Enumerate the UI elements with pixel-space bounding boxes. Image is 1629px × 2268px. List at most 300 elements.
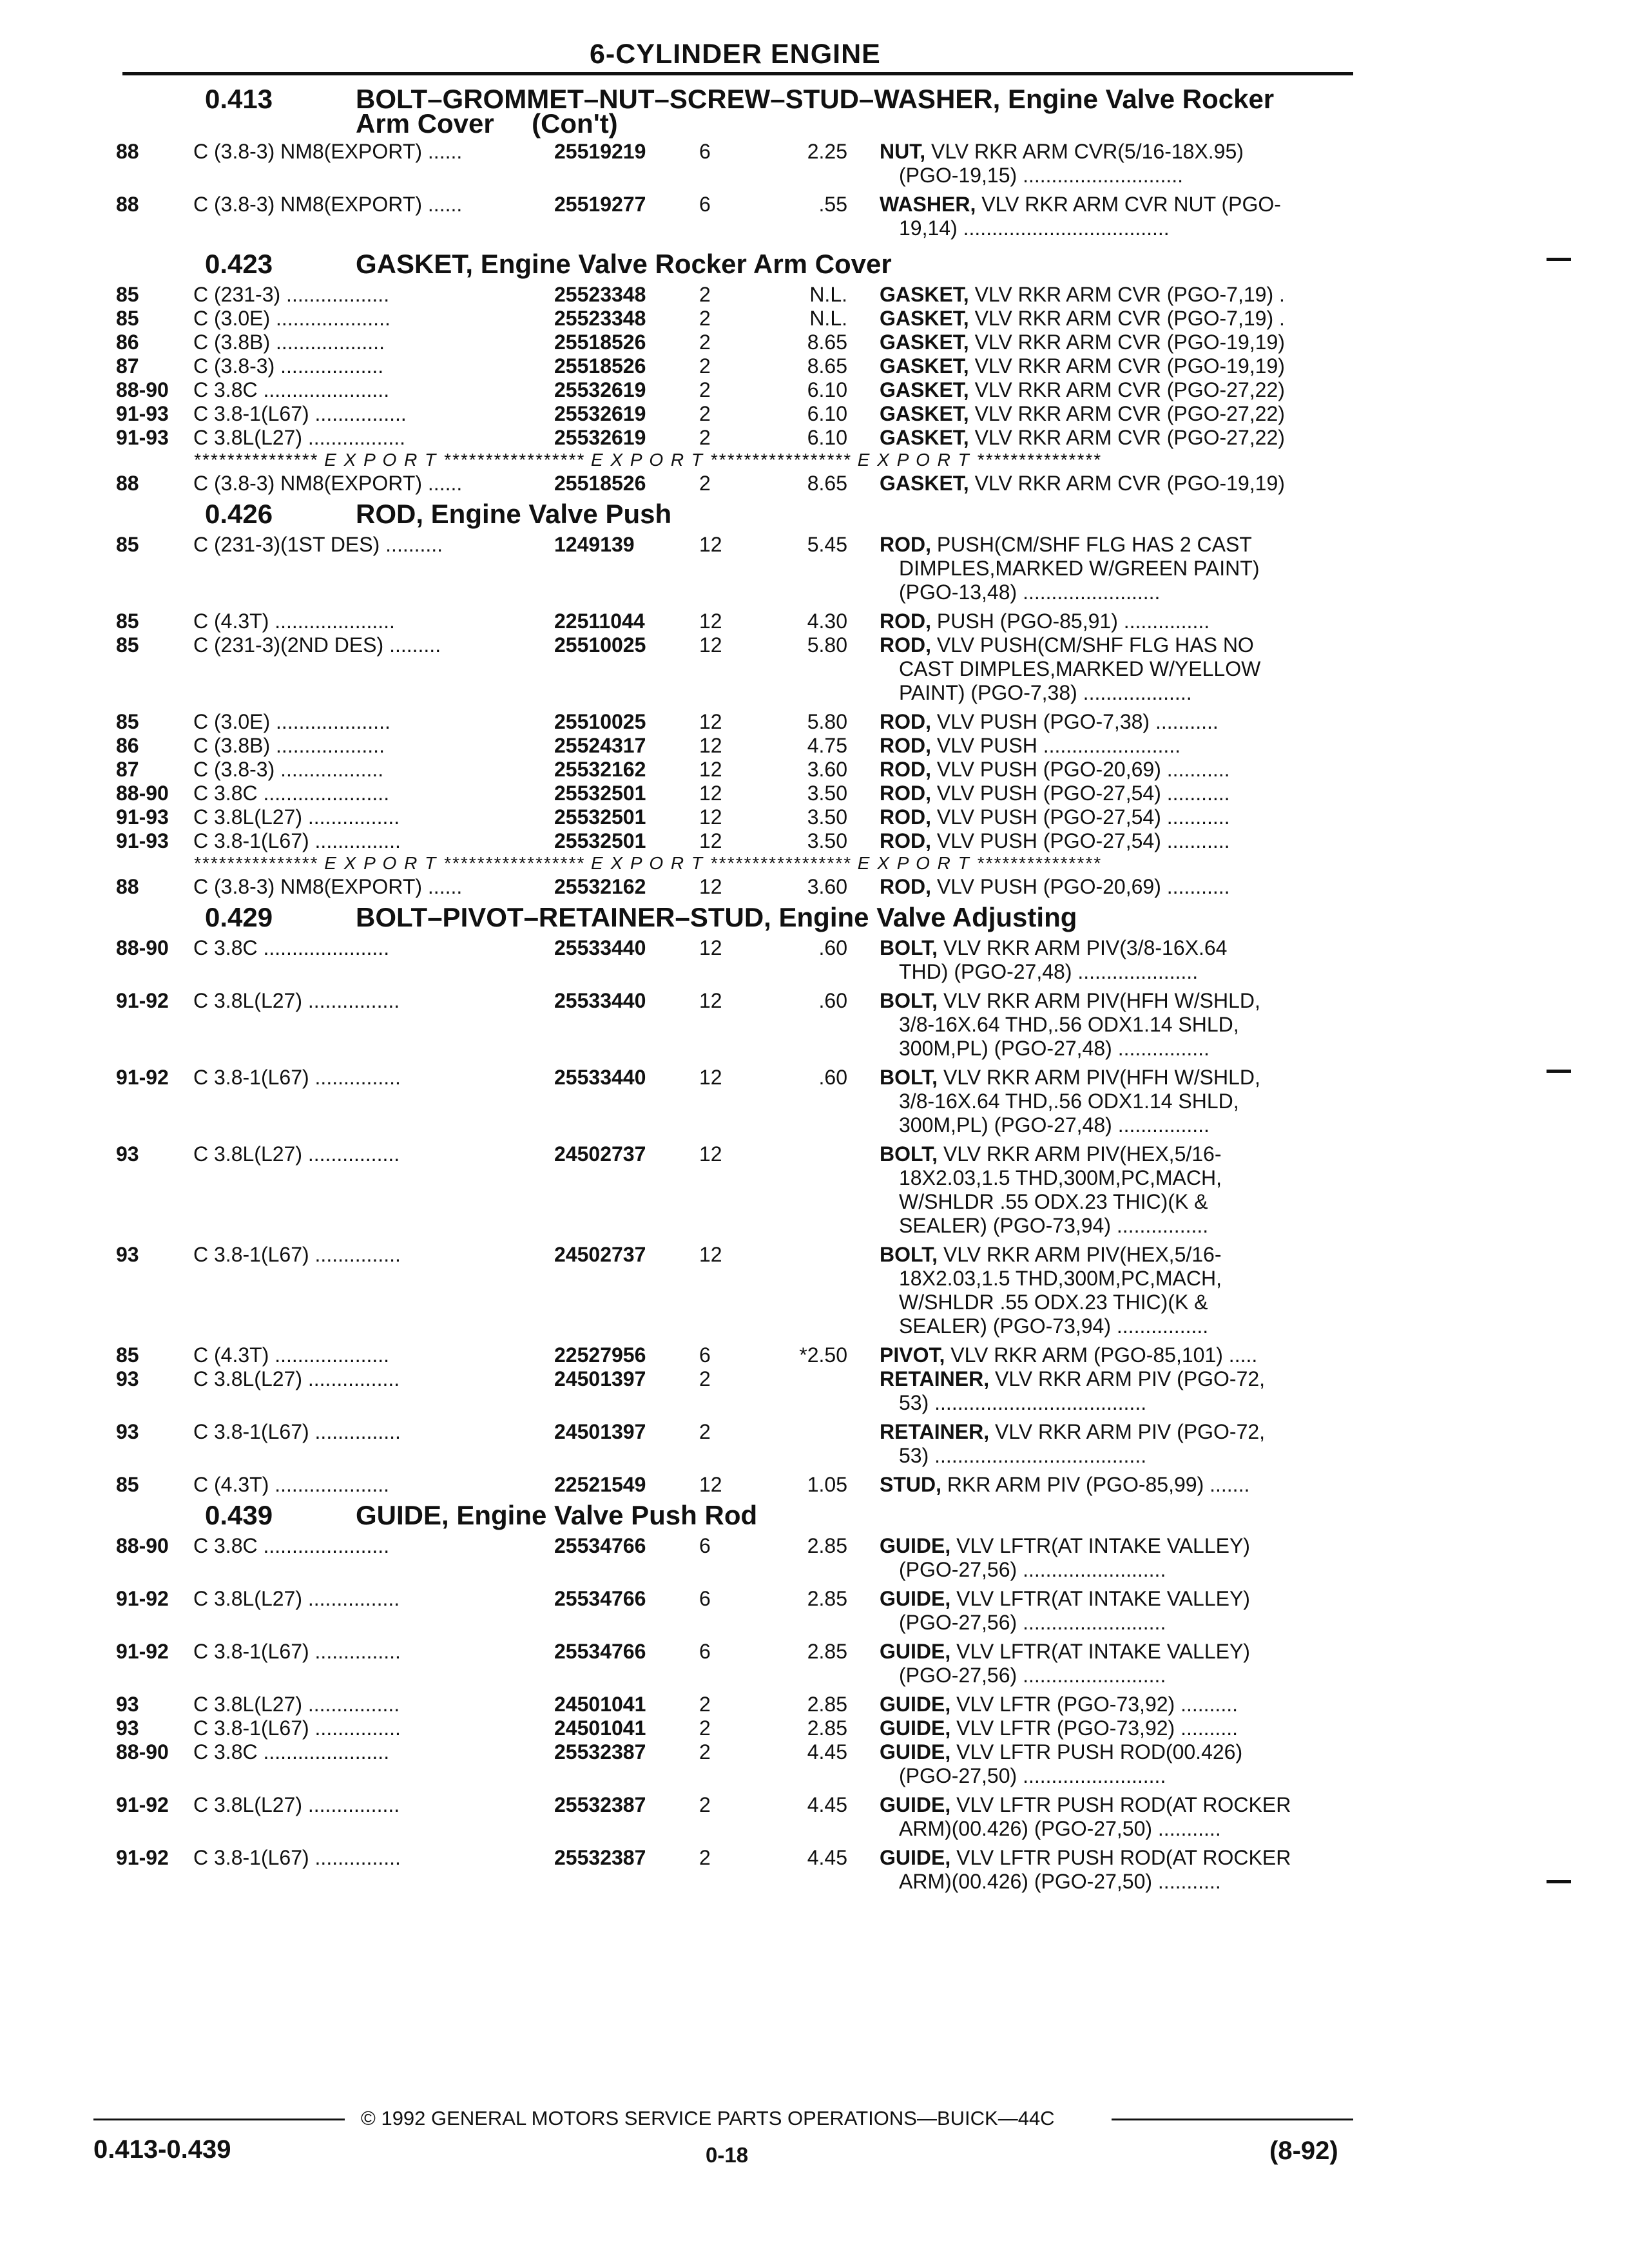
price: .60	[818, 936, 847, 959]
price: 4.45	[807, 1846, 847, 1869]
application: C (231-3) ..................	[193, 283, 390, 306]
part-row	[0, 306, 1629, 332]
part-number: 25518526	[554, 354, 646, 378]
part-row	[0, 633, 1629, 658]
model-year: 91-92	[116, 1587, 169, 1610]
quantity: 2	[699, 307, 711, 330]
part-description-continued: DIMPLES,MARKED W/GREEN PAINT)	[899, 557, 1260, 580]
revision-date: (8-92)	[1269, 2137, 1338, 2165]
price: 2.25	[807, 140, 847, 163]
part-keyword: GASKET,	[880, 283, 969, 306]
part-number: 24501041	[554, 1716, 646, 1740]
model-year: 91-92	[116, 1793, 169, 1816]
part-description: ROD, VLV PUSH (PGO-20,69) ...........	[880, 758, 1230, 781]
part-row	[0, 139, 1629, 165]
part-description: BOLT, VLV RKR ARM PIV(HFH W/SHLD,	[880, 989, 1260, 1012]
price: 2.85	[807, 1640, 847, 1663]
part-keyword: BOLT,	[880, 989, 938, 1012]
part-description-continued: SEALER) (PGO-73,94) ................	[899, 1314, 1209, 1338]
margin-mark	[1547, 1880, 1571, 1883]
quantity: 12	[699, 782, 722, 805]
part-description: ROD, VLV PUSH (PGO-20,69) ...........	[880, 875, 1230, 898]
price: 3.60	[807, 758, 847, 781]
part-keyword: ROD,	[880, 805, 931, 829]
application: C 3.8-1(L67) ...............	[193, 1066, 401, 1089]
part-description-continued: W/SHLDR .55 ODX.23 THIC)(K &	[899, 1190, 1208, 1213]
application: C 3.8L(L27) ................	[193, 1793, 400, 1816]
model-year: 93	[116, 1243, 139, 1266]
part-description: STUD, RKR ARM PIV (PGO-85,99) .......	[880, 1473, 1250, 1496]
footer-rule-left	[93, 2119, 345, 2120]
model-year: 88-90	[116, 936, 169, 959]
application: C 3.8-1(L67) ...............	[193, 1243, 401, 1266]
part-row	[0, 1142, 1629, 1168]
application: C (3.0E) ....................	[193, 307, 390, 330]
model-year: 85	[116, 710, 139, 733]
application: C (3.8-3) ..................	[193, 354, 384, 378]
price: 8.65	[807, 331, 847, 354]
part-number: 22527956	[554, 1343, 646, 1367]
part-description-continued: THD) (PGO-27,48) .....................	[899, 960, 1199, 983]
part-keyword: GUIDE,	[880, 1640, 951, 1663]
model-year: 85	[116, 1343, 139, 1367]
part-keyword: GASKET,	[880, 402, 969, 425]
model-year: 88	[116, 875, 139, 898]
part-row	[0, 1419, 1629, 1445]
model-year: 91-92	[116, 1640, 169, 1663]
part-description: GUIDE, VLV LFTR PUSH ROD(AT ROCKER	[880, 1793, 1291, 1816]
part-description-continued: (PGO-27,50) .........................	[899, 1764, 1166, 1787]
part-number: 25532387	[554, 1846, 646, 1869]
application: C 3.8L(L27) ................	[193, 1367, 400, 1390]
part-description: BOLT, VLV RKR ARM PIV(3/8-16X.64	[880, 936, 1228, 959]
part-description: GASKET, VLV RKR ARM CVR (PGO-27,22)	[880, 378, 1285, 401]
application: C (3.8-3) NM8(EXPORT) ......	[193, 140, 463, 163]
part-keyword: GASKET,	[880, 307, 969, 330]
application: C (3.8-3) NM8(EXPORT) ......	[193, 472, 463, 495]
application: C 3.8-1(L67) ...............	[193, 1420, 401, 1443]
section-number: 0.429	[205, 902, 273, 932]
part-description: ROD, PUSH(CM/SHF FLG HAS 2 CAST	[880, 533, 1252, 556]
section-number: 0.439	[205, 1500, 273, 1530]
price: 2.85	[807, 1587, 847, 1610]
quantity: 2	[699, 402, 711, 425]
price: 3.50	[807, 805, 847, 829]
part-description: ROD, VLV PUSH (PGO-27,54) ...........	[880, 829, 1230, 852]
part-number: 25532501	[554, 829, 646, 852]
model-year: 88-90	[116, 782, 169, 805]
part-number: 25523348	[554, 307, 646, 330]
part-description-continued: (PGO-27,56) .........................	[899, 1611, 1166, 1634]
part-keyword: ROD,	[880, 734, 931, 757]
quantity: 6	[699, 1640, 711, 1663]
part-number: 25523348	[554, 283, 646, 306]
price: 5.80	[807, 710, 847, 733]
application: C 3.8L(L27) ................	[193, 1693, 400, 1716]
quantity: 2	[699, 1716, 711, 1740]
quantity: 2	[699, 1846, 711, 1869]
model-year: 93	[116, 1420, 139, 1443]
application: C (3.8B) ...................	[193, 331, 385, 354]
part-row	[0, 532, 1629, 558]
price: 4.75	[807, 734, 847, 757]
part-row	[0, 378, 1629, 403]
part-description: BOLT, VLV RKR ARM PIV(HEX,5/16-	[880, 1243, 1222, 1266]
part-description: PIVOT, VLV RKR ARM (PGO-85,101) .....	[880, 1343, 1258, 1367]
part-number: 25518526	[554, 331, 646, 354]
part-description: GUIDE, VLV LFTR(AT INTAKE VALLEY)	[880, 1534, 1250, 1557]
part-keyword: RETAINER,	[880, 1367, 990, 1390]
price: 3.50	[807, 782, 847, 805]
part-description-continued: 18X2.03,1.5 THD,300M,PC,MACH,	[899, 1166, 1222, 1189]
part-row	[0, 781, 1629, 807]
part-description: GASKET, VLV RKR ARM CVR (PGO-7,19) .	[880, 283, 1285, 306]
application: C 3.8-1(L67) ...............	[193, 1716, 401, 1740]
quantity: 6	[699, 140, 711, 163]
quantity: 12	[699, 533, 722, 556]
price: N.L.	[809, 307, 847, 330]
part-row	[0, 330, 1629, 356]
section-number: 0.423	[205, 249, 273, 279]
application: C 3.8L(L27) ................	[193, 1142, 400, 1166]
part-keyword: WASHER,	[880, 193, 976, 216]
part-number: 25534766	[554, 1587, 646, 1610]
quantity: 2	[699, 378, 711, 401]
part-number: 25533440	[554, 989, 646, 1012]
part-description: NUT, VLV RKR ARM CVR(5/16-18X.95)	[880, 140, 1244, 163]
quantity: 2	[699, 354, 711, 378]
price: 4.30	[807, 610, 847, 633]
part-keyword: ROD,	[880, 875, 931, 898]
part-description: GASKET, VLV RKR ARM CVR (PGO-27,22)	[880, 426, 1285, 449]
model-year: 87	[116, 758, 139, 781]
model-year: 93	[116, 1142, 139, 1166]
quantity: 12	[699, 829, 722, 852]
quantity: 6	[699, 1587, 711, 1610]
section-title: BOLT–PIVOT–RETAINER–STUD, Engine Valve Adjusting	[356, 902, 1077, 932]
price: 8.65	[807, 472, 847, 495]
model-year: 91-93	[116, 402, 169, 425]
quantity: 12	[699, 875, 722, 898]
part-row	[0, 1367, 1629, 1392]
part-row	[0, 471, 1629, 497]
part-description-continued: CAST DIMPLES,MARKED W/YELLOW	[899, 657, 1261, 680]
part-keyword: GASKET,	[880, 331, 969, 354]
price: 6.10	[807, 378, 847, 401]
part-row	[0, 757, 1629, 783]
margin-mark	[1547, 1070, 1571, 1073]
part-keyword: BOLT,	[880, 1142, 938, 1166]
part-keyword: PIVOT,	[880, 1343, 945, 1367]
part-keyword: GASKET,	[880, 354, 969, 378]
part-description: GASKET, VLV RKR ARM CVR (PGO-19,19)	[880, 331, 1285, 354]
model-year: 88-90	[116, 1740, 169, 1763]
application: C 3.8C ......................	[193, 936, 390, 959]
part-number: 25532387	[554, 1740, 646, 1763]
part-number: 25518526	[554, 472, 646, 495]
part-row	[0, 936, 1629, 961]
price: 4.45	[807, 1740, 847, 1763]
quantity: 6	[699, 1534, 711, 1557]
quantity: 2	[699, 1793, 711, 1816]
page-number: 0-18	[706, 2143, 749, 2167]
part-description: GUIDE, VLV LFTR PUSH ROD(00.426)	[880, 1740, 1243, 1763]
model-year: 85	[116, 307, 139, 330]
quantity: 2	[699, 426, 711, 449]
part-row	[0, 1242, 1629, 1268]
part-description-continued: SEALER) (PGO-73,94) ................	[899, 1214, 1209, 1237]
part-description: ROD, VLV PUSH (PGO-7,38) ...........	[880, 710, 1219, 733]
price: 2.85	[807, 1693, 847, 1716]
part-description: RETAINER, VLV RKR ARM PIV (PGO-72,	[880, 1420, 1266, 1443]
price: *2.50	[799, 1343, 847, 1367]
part-number: 25532501	[554, 805, 646, 829]
application: C 3.8C ......................	[193, 1534, 390, 1557]
part-number: 25532501	[554, 782, 646, 805]
part-description: GUIDE, VLV LFTR(AT INTAKE VALLEY)	[880, 1640, 1250, 1663]
part-number: 25510025	[554, 633, 646, 657]
application: C 3.8-1(L67) ................	[193, 402, 407, 425]
part-description: GASKET, VLV RKR ARM CVR (PGO-19,19)	[880, 354, 1285, 378]
part-description-continued: PAINT) (PGO-7,38) ...................	[899, 681, 1192, 704]
part-keyword: GUIDE,	[880, 1534, 951, 1557]
part-row	[0, 874, 1629, 900]
part-number: 25534766	[554, 1534, 646, 1557]
part-description-continued: 300M,PL) (PGO-27,48) ................	[899, 1113, 1210, 1137]
part-keyword: STUD,	[880, 1473, 941, 1496]
part-row	[0, 1472, 1629, 1498]
model-year: 93	[116, 1716, 139, 1740]
quantity: 12	[699, 1473, 722, 1496]
part-row	[0, 401, 1629, 427]
application: C 3.8C ......................	[193, 378, 390, 401]
quantity: 12	[699, 734, 722, 757]
part-number: 25532162	[554, 875, 646, 898]
section-range: 0.413-0.439	[93, 2135, 231, 2164]
model-year: 91-93	[116, 805, 169, 829]
part-number: 24502737	[554, 1142, 646, 1166]
price: 1.05	[807, 1473, 847, 1496]
part-description-continued: W/SHLDR .55 ODX.23 THIC)(K &	[899, 1291, 1208, 1314]
part-number: 22511044	[554, 610, 645, 633]
price: 6.10	[807, 402, 847, 425]
price: 2.85	[807, 1716, 847, 1740]
quantity: 2	[699, 1420, 711, 1443]
quantity: 12	[699, 710, 722, 733]
model-year: 88	[116, 193, 139, 216]
model-year: 85	[116, 610, 139, 633]
part-description-continued: 19,14) ....................................	[899, 216, 1170, 240]
section-title: GUIDE, Engine Valve Push Rod	[356, 1500, 758, 1530]
part-keyword: NUT,	[880, 140, 926, 163]
part-keyword: GUIDE,	[880, 1793, 951, 1816]
section-title: GASKET, Engine Valve Rocker Arm Cover	[356, 249, 892, 279]
part-row	[0, 709, 1629, 735]
quantity: 6	[699, 193, 711, 216]
part-description-continued: 300M,PL) (PGO-27,48) ................	[899, 1037, 1210, 1060]
part-description: GUIDE, VLV LFTR (PGO-73,92) ..........	[880, 1716, 1238, 1740]
application: C (231-3)(2ND DES) .........	[193, 633, 441, 657]
quantity: 2	[699, 472, 711, 495]
quantity: 12	[699, 758, 722, 781]
part-description-continued: 53) .....................................	[899, 1391, 1147, 1414]
model-year: 86	[116, 331, 139, 354]
price: N.L.	[809, 283, 847, 306]
application: C 3.8-1(L67) ...............	[193, 829, 401, 852]
model-year: 85	[116, 633, 139, 657]
application: C (3.8-3) NM8(EXPORT) ......	[193, 875, 463, 898]
part-description: ROD, VLV PUSH(CM/SHF FLG HAS NO	[880, 633, 1254, 657]
application: C 3.8L(L27) ................	[193, 989, 400, 1012]
export-separator: *************** E X P O R T ***************** E X P O R T ***************** E X P O R T ***************	[193, 853, 1102, 873]
part-keyword: ROD,	[880, 610, 931, 633]
part-number: 25533440	[554, 936, 646, 959]
model-year: 85	[116, 533, 139, 556]
application: C 3.8L(L27) .................	[193, 426, 406, 449]
application: C 3.8C ......................	[193, 782, 390, 805]
price: 3.50	[807, 829, 847, 852]
part-row	[0, 192, 1629, 218]
part-keyword: GASKET,	[880, 378, 969, 401]
model-year: 91-93	[116, 829, 169, 852]
part-row	[0, 282, 1629, 308]
quantity: 2	[699, 1367, 711, 1390]
part-description: GUIDE, VLV LFTR PUSH ROD(AT ROCKER	[880, 1846, 1291, 1869]
price: 3.60	[807, 875, 847, 898]
quantity: 12	[699, 805, 722, 829]
part-number: 1249139	[554, 533, 635, 556]
part-number: 25532619	[554, 426, 646, 449]
part-description-continued: 3/8-16X.64 THD,.56 ODX1.14 SHLD,	[899, 1090, 1239, 1113]
part-description-continued: 3/8-16X.64 THD,.56 ODX1.14 SHLD,	[899, 1013, 1239, 1036]
part-number: 24501397	[554, 1420, 646, 1443]
part-description-continued: ARM)(00.426) (PGO-27,50) ...........	[899, 1817, 1221, 1840]
part-keyword: GASKET,	[880, 472, 969, 495]
application: C (4.3T) ....................	[193, 1343, 390, 1367]
part-description: GUIDE, VLV LFTR(AT INTAKE VALLEY)	[880, 1587, 1250, 1610]
part-number: 25534766	[554, 1640, 646, 1663]
copyright-text: © 1992 GENERAL MOTORS SERVICE PARTS OPERATIONS—BUICK—44C	[361, 2107, 1055, 2129]
model-year: 85	[116, 1473, 139, 1496]
part-keyword: ROD,	[880, 633, 931, 657]
part-description: RETAINER, VLV RKR ARM PIV (PGO-72,	[880, 1367, 1266, 1390]
part-description-continued: (PGO-27,56) .........................	[899, 1558, 1166, 1581]
part-row	[0, 1740, 1629, 1765]
model-year: 91-92	[116, 1846, 169, 1869]
model-year: 88-90	[116, 378, 169, 401]
application: C (4.3T) ....................	[193, 1473, 390, 1496]
price: 5.45	[807, 533, 847, 556]
price: 2.85	[807, 1534, 847, 1557]
part-keyword: ROD,	[880, 829, 931, 852]
part-number: 25510025	[554, 710, 646, 733]
part-description: ROD, VLV PUSH ........................	[880, 734, 1181, 757]
model-year: 93	[116, 1693, 139, 1716]
model-year: 91-93	[116, 426, 169, 449]
part-number: 25532619	[554, 402, 646, 425]
part-row	[0, 354, 1629, 380]
part-number: 22521549	[554, 1473, 646, 1496]
price: 6.10	[807, 426, 847, 449]
application: C 3.8-1(L67) ...............	[193, 1640, 401, 1663]
part-row	[0, 1586, 1629, 1612]
model-year: 88	[116, 472, 139, 495]
part-number: 25524317	[554, 734, 646, 757]
part-row	[0, 1792, 1629, 1818]
part-number: 24502737	[554, 1243, 646, 1266]
part-number: 25532162	[554, 758, 646, 781]
part-description: GASKET, VLV RKR ARM CVR (PGO-19,19)	[880, 472, 1285, 495]
part-number: 25532619	[554, 378, 646, 401]
section-number: 0.426	[205, 499, 273, 529]
part-keyword: GUIDE,	[880, 1587, 951, 1610]
part-keyword: GUIDE,	[880, 1846, 951, 1869]
model-year: 86	[116, 734, 139, 757]
part-keyword: BOLT,	[880, 1243, 938, 1266]
part-description: ROD, PUSH (PGO-85,91) ...............	[880, 610, 1210, 633]
part-description: BOLT, VLV RKR ARM PIV(HFH W/SHLD,	[880, 1066, 1260, 1089]
header-rule	[122, 72, 1353, 75]
part-description: GASKET, VLV RKR ARM CVR (PGO-7,19) .	[880, 307, 1285, 330]
application: C 3.8L(L27) ................	[193, 805, 400, 829]
part-row	[0, 1716, 1629, 1742]
part-description: GUIDE, VLV LFTR (PGO-73,92) ..........	[880, 1693, 1238, 1716]
part-row	[0, 1343, 1629, 1369]
quantity: 2	[699, 283, 711, 306]
model-year: 85	[116, 283, 139, 306]
application: C (231-3)(1ST DES) ..........	[193, 533, 443, 556]
part-row	[0, 1845, 1629, 1871]
quantity: 12	[699, 610, 722, 633]
quantity: 12	[699, 1066, 722, 1089]
price: .55	[818, 193, 847, 216]
part-number: 24501397	[554, 1367, 646, 1390]
part-row	[0, 1692, 1629, 1718]
application: C 3.8L(L27) ................	[193, 1587, 400, 1610]
application: C (4.3T) .....................	[193, 610, 395, 633]
application: C 3.8-1(L67) ...............	[193, 1846, 401, 1869]
model-year: 88	[116, 140, 139, 163]
part-keyword: BOLT,	[880, 1066, 938, 1089]
quantity: 12	[699, 1243, 722, 1266]
part-row	[0, 609, 1629, 635]
part-description: ROD, VLV PUSH (PGO-27,54) ...........	[880, 805, 1230, 829]
part-number: 25533440	[554, 1066, 646, 1089]
section-title-continued: Arm Cover (Con't)	[356, 108, 618, 139]
price: .60	[818, 989, 847, 1012]
part-row	[0, 829, 1629, 854]
export-separator: *************** E X P O R T ***************** E X P O R T ***************** E X P O R T ***************	[193, 450, 1102, 470]
application: C (3.8B) ...................	[193, 734, 385, 757]
part-keyword: ROD,	[880, 533, 931, 556]
part-keyword: ROD,	[880, 710, 931, 733]
part-row	[0, 425, 1629, 451]
part-keyword: GUIDE,	[880, 1716, 951, 1740]
quantity: 6	[699, 1343, 711, 1367]
part-description-continued: (PGO-13,48) ........................	[899, 581, 1161, 604]
part-keyword: BOLT,	[880, 936, 938, 959]
part-description-continued: 18X2.03,1.5 THD,300M,PC,MACH,	[899, 1267, 1222, 1290]
application: C (3.0E) ....................	[193, 710, 390, 733]
part-number: 25532387	[554, 1793, 646, 1816]
part-row	[0, 988, 1629, 1014]
page-title: 6-CYLINDER ENGINE	[590, 39, 881, 70]
part-description-continued: 53) .....................................	[899, 1444, 1147, 1467]
quantity: 2	[699, 331, 711, 354]
part-description: ROD, VLV PUSH (PGO-27,54) ...........	[880, 782, 1230, 805]
quantity: 12	[699, 1142, 722, 1166]
part-description-continued: (PGO-27,56) .........................	[899, 1664, 1166, 1687]
